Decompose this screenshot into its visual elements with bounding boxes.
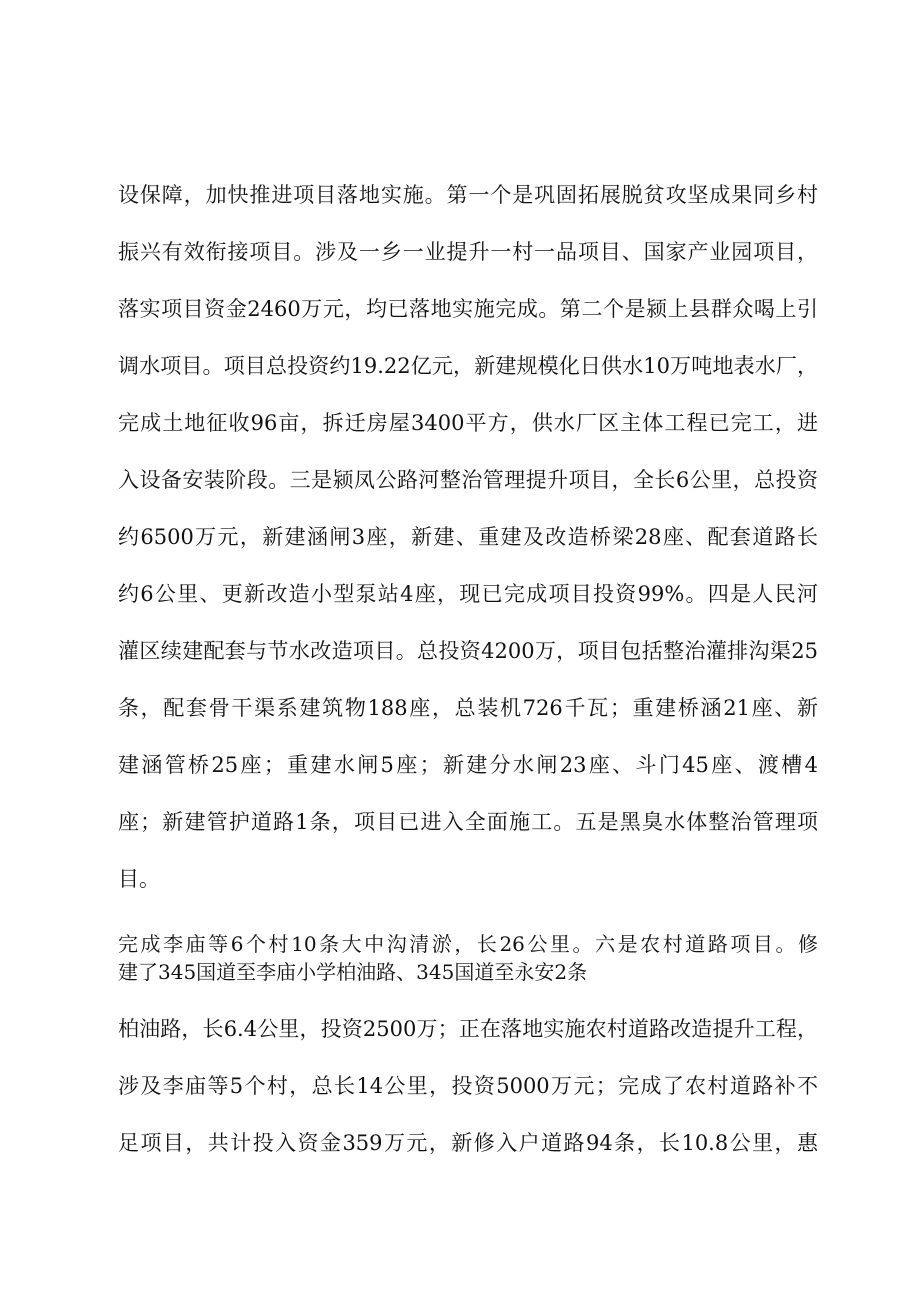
text-line: 调水项目。项目总投资约19.22亿元，新建规模化日供水10万吨地表水厂， [118, 354, 818, 378]
text-line: 足项目，共计投入资金359万元，新修入户道路94条，长10.8公里，惠 [118, 1131, 818, 1155]
text-line: 建涵管桥25座；重建水闸5座；新建分水闸23座、斗门45座、渡槽4 [118, 753, 818, 777]
text-line: 约6500万元，新建涵闸3座，新建、重建及改造桥梁28座、配套道路长 [118, 525, 818, 549]
text-line: 灌区续建配套与节水改造项目。总投资4200万，项目包括整治灌排沟渠25 [118, 639, 818, 663]
text-line: 涉及李庙等5个村，总长14公里，投资5000万元；完成了农村道路补不 [118, 1074, 818, 1098]
text-line: 完成李庙等6个村10条大中沟清淤，长26公里。六是农村道路项目。修 [118, 932, 818, 956]
text-line: 完成土地征收96亩，拆迁房屋3400平方，供水厂区主体工程已完工，进 [118, 411, 818, 435]
text-line: 柏油路，长6.4公里，投资2500万；正在落地实施农村道路改造提升工程， [118, 1017, 818, 1041]
text-line: 条，配套骨干渠系建筑物188座，总装机726千瓦；重建桥涵21座、新 [118, 696, 818, 720]
text-line: 约6公里、更新改造小型泵站4座，现已完成项目投资99%。四是人民河 [118, 582, 818, 606]
text-line: 目。 [118, 867, 160, 891]
text-line: 设保障，加快推进项目落地实施。第一个是巩固拓展脱贫攻坚成果同乡村 [118, 183, 818, 207]
text-line: 落实项目资金2460万元，均已落地实施完成。第二个是颍上县群众喝上引 [118, 297, 818, 321]
text-line: 振兴有效衔接项目。涉及一乡一业提升一村一品项目、国家产业园项目， [118, 240, 818, 264]
text-line: 建了345国道至李庙小学柏油路、345国道至永安2条 [118, 960, 588, 984]
text-line: 入设备安装阶段。三是颍凤公路河整治管理提升项目，全长6公里，总投资 [118, 468, 818, 492]
text-line: 座；新建管护道路1条，项目已进入全面施工。五是黑臭水体整治管理项 [118, 810, 818, 834]
